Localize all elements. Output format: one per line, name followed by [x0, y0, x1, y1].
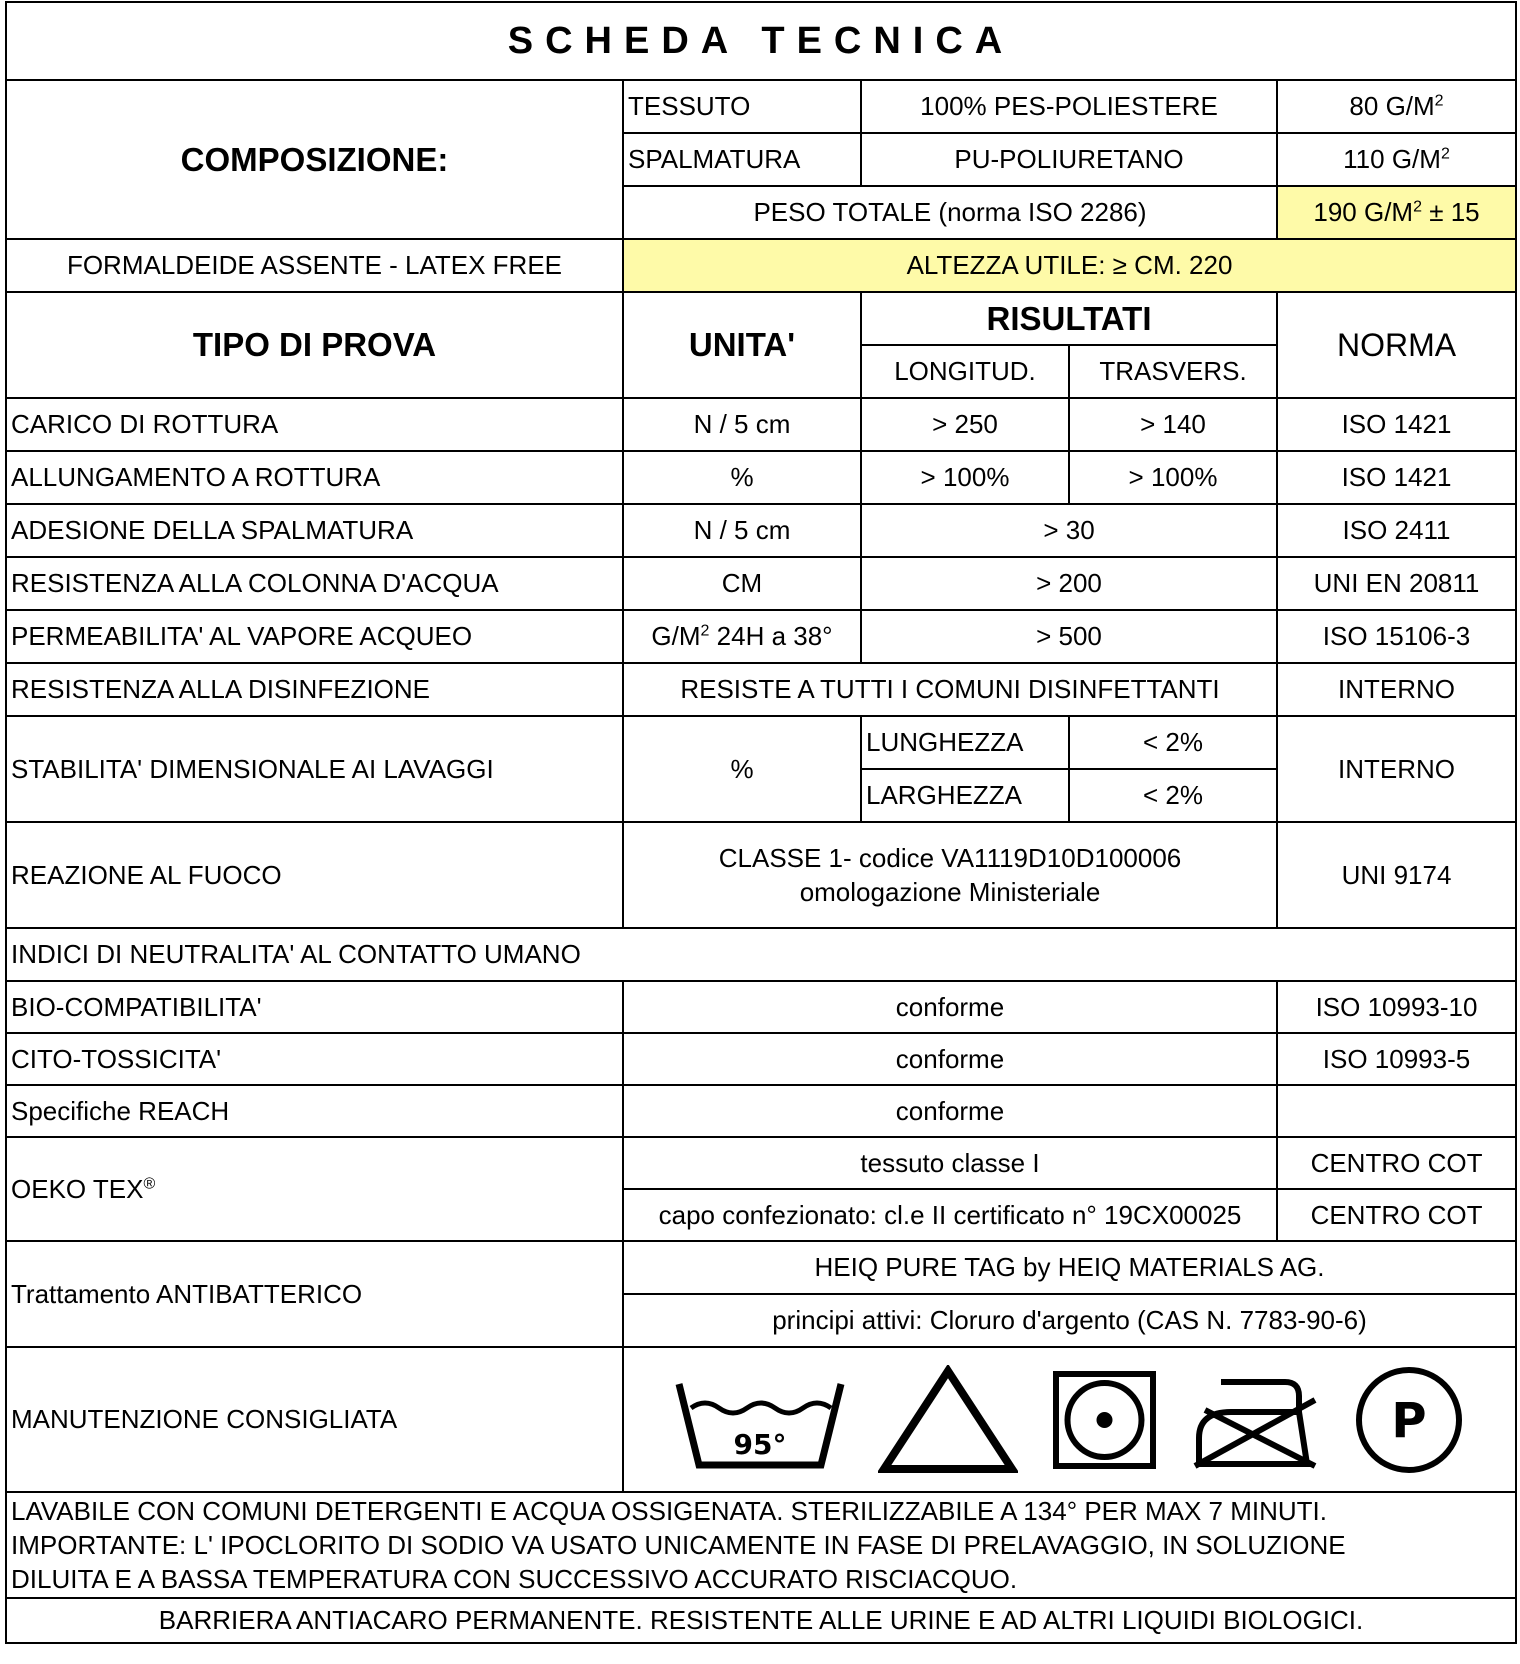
- fuoco-classe: CLASSE 1- codice VA1119D10D100006: [718, 843, 1182, 873]
- header-risultati: RISULTATI: [861, 292, 1277, 345]
- test-label: CARICO DI ROTTURA: [6, 398, 623, 451]
- manutenzione-label: MANUTENZIONE CONSIGLIATA: [6, 1347, 623, 1492]
- table-row: [6, 1033, 1516, 1085]
- composizione-label: COMPOSIZIONE:: [6, 80, 623, 239]
- stabilita-lunghezza-value: < 2%: [1069, 716, 1277, 769]
- test-norma: INTERNO: [1277, 716, 1516, 822]
- oeko-tessuto-norma: CENTRO COT: [1277, 1137, 1516, 1189]
- test-result: > 30: [861, 504, 1277, 557]
- table-row: [6, 398, 1516, 451]
- stabilita-larghezza-label: LARGHEZZA: [861, 769, 1069, 822]
- test-result: conforme: [623, 1033, 1277, 1085]
- test-label: RESISTENZA ALLA COLONNA D'ACQUA: [6, 557, 623, 610]
- header-norma: NORMA: [1277, 292, 1516, 398]
- table-row: [6, 451, 1516, 504]
- test-norma: UNI EN 20811: [1277, 557, 1516, 610]
- spalmatura-label: SPALMATURA: [623, 133, 861, 186]
- oeko-tessuto: tessuto classe I: [623, 1137, 1277, 1189]
- test-norma: [1277, 1085, 1516, 1137]
- peso-totale-value: 190 $G/M^2 \pm 15$: [1277, 186, 1516, 239]
- test-label: ADESIONE DELLA SPALMATURA: [6, 504, 623, 557]
- table-row: [6, 1137, 1516, 1189]
- test-unit: CM: [623, 557, 861, 610]
- oeko-tex-label: OEKO TEX®: [6, 1137, 623, 1241]
- test-unit: N / 5 cm: [623, 504, 861, 557]
- test-label: ALLUNGAMENTO A ROTTURA: [6, 451, 623, 504]
- test-unit: %: [623, 451, 861, 504]
- test-label: PERMEABILITA' AL VAPORE ACQUEO: [6, 610, 623, 663]
- test-unit: $G/M^2$ 24H a 38°: [623, 610, 861, 663]
- test-label: STABILITA' DIMENSIONALE AI LAVAGGI: [6, 716, 623, 822]
- note-line: IMPORTANTE: L' IPOCLORITO DI SODIO VA USATO UNICAMENTE IN FASE DI PRELAVAGGIO, IN SOLUZIONE: [11, 1530, 1346, 1560]
- test-label: CITO-TOSSICITA': [6, 1033, 623, 1085]
- spec-table: [5, 1, 1517, 1644]
- note-line: LAVABILE CON COMUNI DETERGENTI E ACQUA OSSIGENATA. STERILIZZABILE A 134° PER MAX 7 MINUTI.: [11, 1496, 1328, 1526]
- header-unita: UNITA': [623, 292, 861, 398]
- test-result: [623, 822, 1277, 928]
- antibatterico-principi: principi attivi: Cloruro d'argento (CAS N. 7783-90-6): [623, 1294, 1516, 1347]
- table-row: [6, 557, 1516, 610]
- dry-clean-p-icon: [1354, 1365, 1464, 1475]
- test-longitud: > 250: [861, 398, 1069, 451]
- table-row: [6, 1085, 1516, 1137]
- test-norma: ISO 2411: [1277, 504, 1516, 557]
- care-symbols: [623, 1347, 1516, 1492]
- antibatterico-product: HEIQ PURE TAG by HEIQ MATERIALS AG.: [623, 1241, 1516, 1294]
- test-norma: UNI 9174: [1277, 822, 1516, 928]
- test-norma: ISO 1421: [1277, 398, 1516, 451]
- table-row: [6, 1241, 1516, 1294]
- header-tipo-prova: TIPO DI PROVA: [6, 292, 623, 398]
- tessuto-material: 100% PES-POLIESTERE: [861, 80, 1277, 133]
- test-result: conforme: [623, 981, 1277, 1033]
- altezza-utile: ALTEZZA UTILE: ≥ CM. 220: [623, 239, 1516, 292]
- test-norma: ISO 1421: [1277, 451, 1516, 504]
- test-result: > 200: [861, 557, 1277, 610]
- test-trasvers: > 100%: [1069, 451, 1277, 504]
- test-longitud: > 100%: [861, 451, 1069, 504]
- table-row: [6, 504, 1516, 557]
- oeko-capo: capo confezionato: cl.e II certificato n° 19CX00025: [623, 1189, 1277, 1241]
- test-result: conforme: [623, 1085, 1277, 1137]
- table-row: [6, 822, 1516, 928]
- do-not-iron-icon: [1191, 1370, 1321, 1470]
- test-label: REAZIONE AL FUOCO: [6, 822, 623, 928]
- note-line: DILUITA E A BASSA TEMPERATURA CON SUCCESSIVO ACCURATO RISCIACQUO.: [11, 1564, 1018, 1594]
- dry-clean-letter: P: [1391, 1392, 1427, 1449]
- header-longitud: LONGITUD.: [861, 345, 1069, 398]
- wash-95-icon: [675, 1370, 845, 1470]
- tessuto-weight: 80 $G/M^2$: [1277, 80, 1516, 133]
- table-row: [6, 716, 1516, 769]
- test-trasvers: > 140: [1069, 398, 1277, 451]
- oeko-capo-norma: CENTRO COT: [1277, 1189, 1516, 1241]
- test-unit: N / 5 cm: [623, 398, 861, 451]
- table-row: [6, 610, 1516, 663]
- test-result: RESISTE A TUTTI I COMUNI DISINFETTANTI: [623, 663, 1277, 716]
- test-norma: ISO 10993-10: [1277, 981, 1516, 1033]
- bleach-allowed-icon: [878, 1365, 1018, 1475]
- stabilita-lunghezza-label: LUNGHEZZA: [861, 716, 1069, 769]
- indici-neutralita-heading: INDICI DI NEUTRALITA' AL CONTATTO UMANO: [6, 928, 1516, 981]
- antibatterico-label: Trattamento ANTIBATTERICO: [6, 1241, 623, 1347]
- test-label: RESISTENZA ALLA DISINFEZIONE: [6, 663, 623, 716]
- formaldeide-note: FORMALDEIDE ASSENTE - LATEX FREE: [6, 239, 623, 292]
- table-row: [6, 1347, 1516, 1492]
- table-row: [6, 663, 1516, 716]
- test-label: Specifiche REACH: [6, 1085, 623, 1137]
- wash-temp-label: 95°: [733, 1427, 787, 1461]
- test-unit: %: [623, 716, 861, 822]
- spalmatura-material: PU-POLIURETANO: [861, 133, 1277, 186]
- test-norma: INTERNO: [1277, 663, 1516, 716]
- tumble-dry-icon: [1052, 1370, 1157, 1470]
- footer-note: BARRIERA ANTIACARO PERMANENTE. RESISTENTE ALLE URINE E AD ALTRI LIQUIDI BIOLOGICI.: [6, 1598, 1516, 1643]
- table-row: [6, 981, 1516, 1033]
- peso-totale-label: PESO TOTALE (norma ISO 2286): [623, 186, 1277, 239]
- test-norma: ISO 10993-5: [1277, 1033, 1516, 1085]
- sheet-title: SCHEDA TECNICA: [6, 2, 1516, 80]
- care-notes: [6, 1492, 1516, 1598]
- test-result: > 500: [861, 610, 1277, 663]
- test-norma: ISO 15106-3: [1277, 610, 1516, 663]
- fuoco-omologazione: omologazione Ministeriale: [799, 877, 1101, 907]
- stabilita-larghezza-value: < 2%: [1069, 769, 1277, 822]
- tessuto-label: TESSUTO: [623, 80, 861, 133]
- test-label: BIO-COMPATIBILITA': [6, 981, 623, 1033]
- header-trasvers: TRASVERS.: [1069, 345, 1277, 398]
- spalmatura-weight: 110 $G/M^2$: [1277, 133, 1516, 186]
